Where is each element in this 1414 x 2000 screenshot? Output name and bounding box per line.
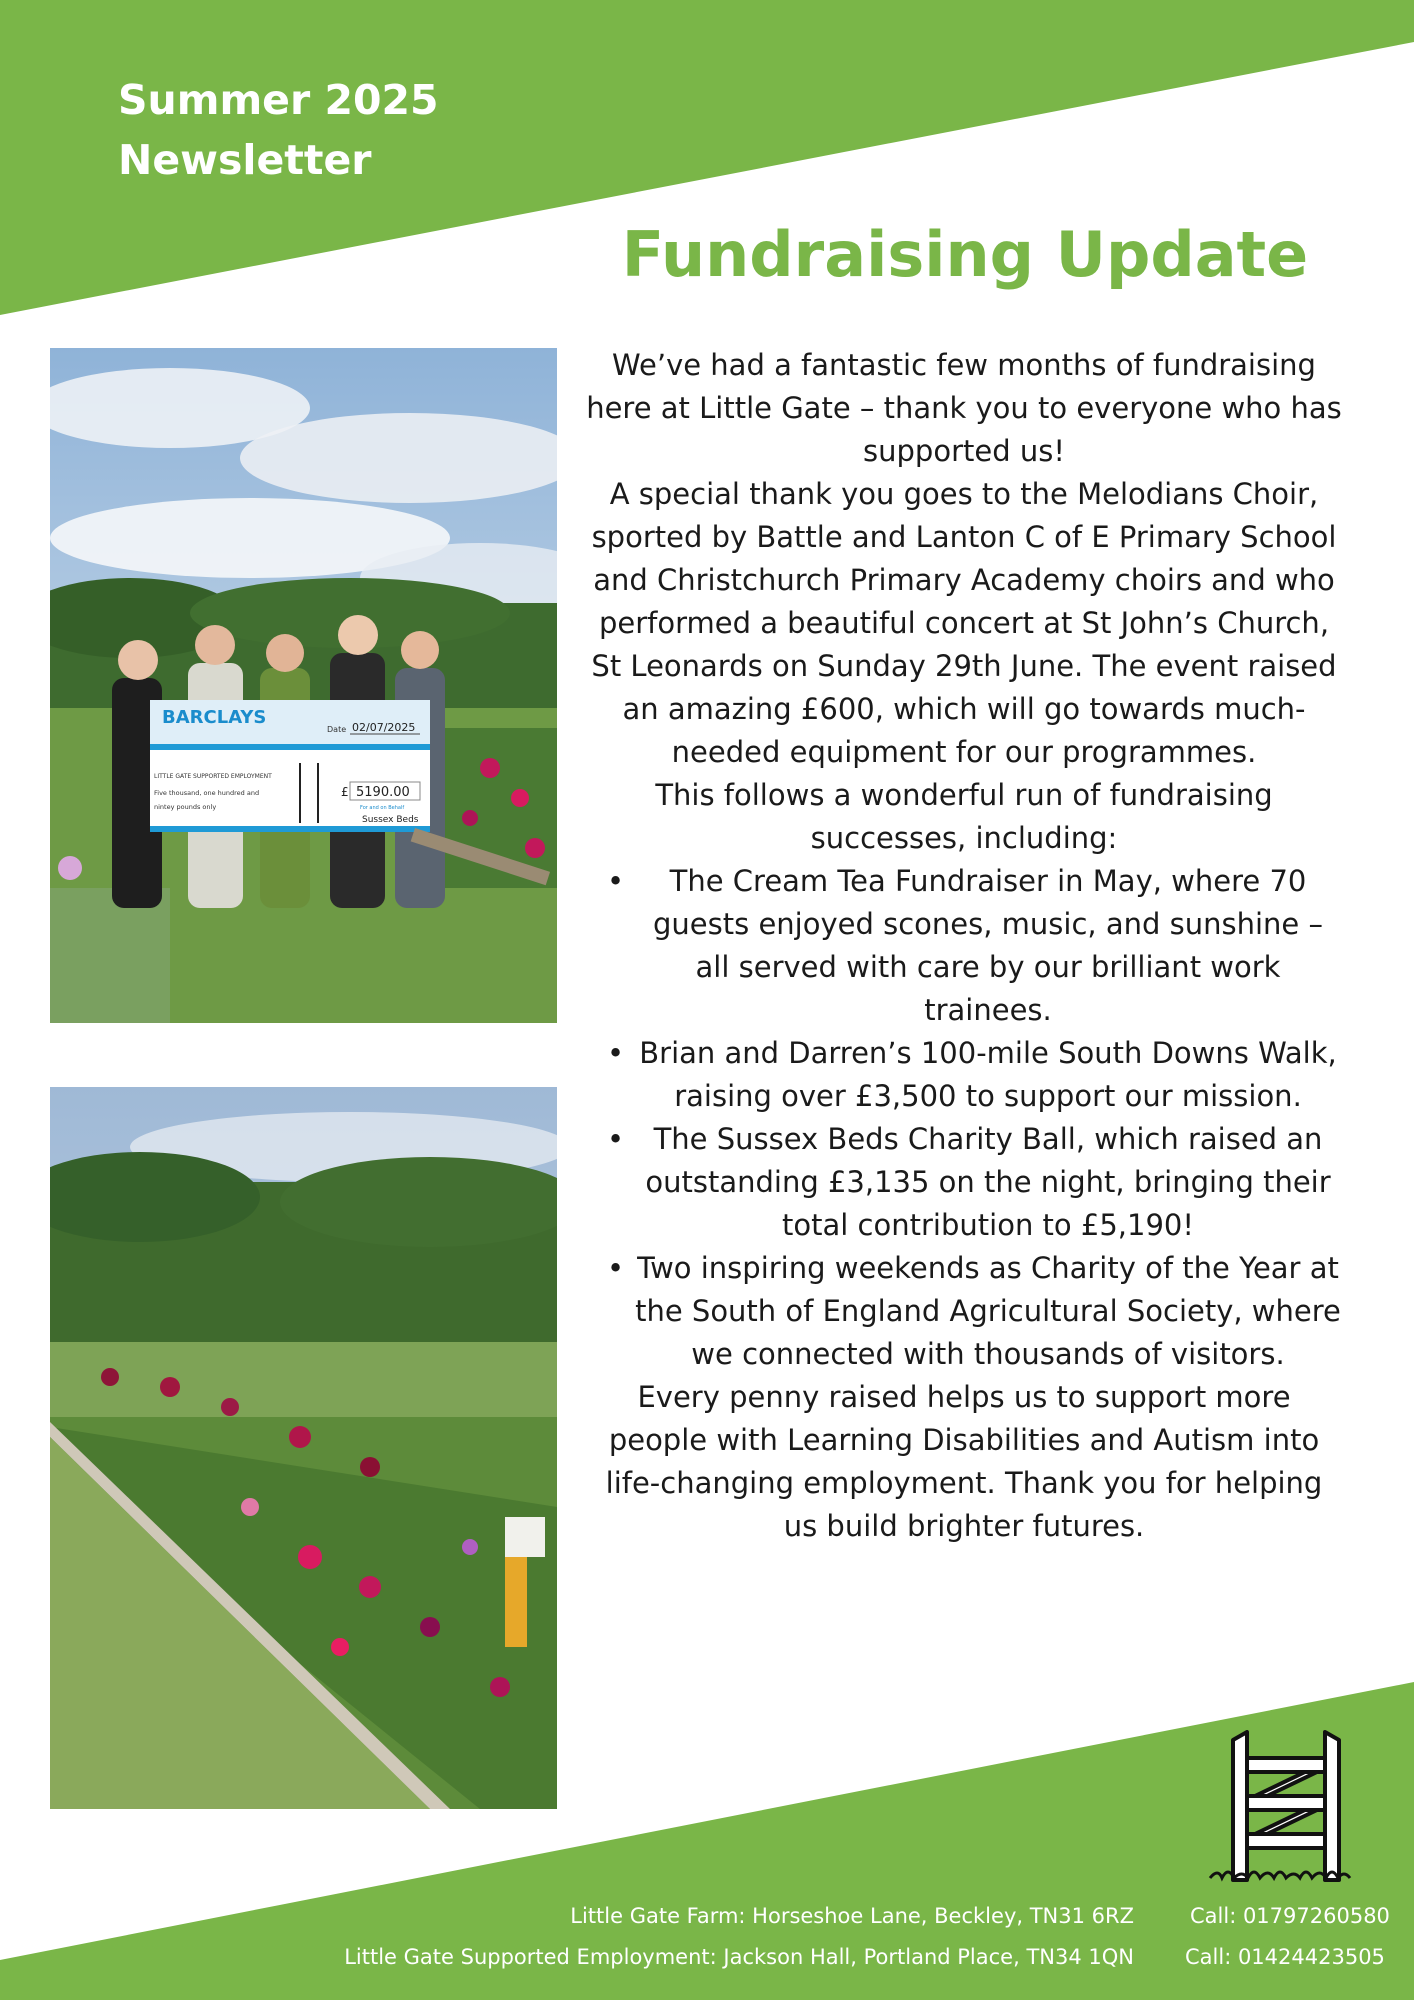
closing-paragraph: Every penny raised helps us to support more people with Learning Disabilities and Autism into life-changing employment. Thank you for helping us build brighter futures. <box>605 1380 1323 1543</box>
cheque-words-2: nintey pounds only <box>154 803 217 811</box>
article-body <box>585 344 1343 1548</box>
list-item <box>585 860 1343 1032</box>
cheque-presentation-photo <box>50 348 557 1023</box>
list-item <box>585 1118 1343 1247</box>
bullet-icon: • <box>607 864 625 898</box>
newsletter-title-line2: Newsletter <box>118 136 372 184</box>
thanks-paragraph: A special thank you goes to the Melodians Choir, sported by Battle and Lanton C of E Primary School and Christchurch Primary Academy choirs and who performed a beautiful concert at St John’s Church, St Leonards on Sunday 29th June. The event raised an amazing £600, which will go towards much-needed equipment for our programmes. <box>591 477 1337 769</box>
fundraising-list <box>585 860 1343 1376</box>
cheque-bank: BARCLAYS <box>162 707 267 728</box>
flower-beds-photo <box>50 1087 557 1809</box>
cheque-amount: 5190.00 <box>356 785 410 800</box>
section-title: Fundraising Update <box>621 218 1309 291</box>
cheque-payee: LITTLE GATE SUPPORTED EMPLOYMENT <box>154 773 272 780</box>
cheque-currency: £ <box>341 785 349 799</box>
list-item-text: The Sussex Beds Charity Ball, which raised an outstanding £3,135 on the night, bringing their total contribution to £5,190! <box>645 1122 1331 1242</box>
list-item-text: Brian and Darren’s 100-mile South Downs Walk, raising over £3,500 to support our mission. <box>639 1036 1337 1113</box>
follow-paragraph: This follows a wonderful run of fundraising successes, including: <box>655 778 1273 855</box>
footer-phone-farm: Call: 01797260580 <box>1190 1904 1390 1928</box>
footer-phone-employment: Call: 01424423505 <box>1185 1945 1385 1969</box>
footer-address-employment: Little Gate Supported Employment: Jackson Hall, Portland Place, TN34 1QN <box>344 1945 1134 1969</box>
newsletter-title-line1: Summer 2025 <box>118 76 439 124</box>
list-item-text: Two inspiring weekends as Charity of the Year at the South of England Agricultural Society, where we connected with thousands of visitors. <box>635 1251 1341 1371</box>
cheque-signature: Sussex Beds <box>362 815 419 825</box>
list-item <box>585 1032 1343 1118</box>
intro-paragraph: We’ve had a fantastic few months of fundraising here at Little Gate – thank you to everyone who has supported us! <box>586 348 1342 468</box>
cheque-behalf: For and on Behalf <box>360 805 405 811</box>
bullet-icon: • <box>607 1122 625 1156</box>
gate-logo-icon <box>1205 1730 1375 1885</box>
cheque <box>150 700 430 832</box>
list-item <box>585 1247 1343 1376</box>
bullet-icon: • <box>607 1036 625 1070</box>
list-item-text: The Cream Tea Fundraiser in May, where 70 guests enjoyed scones, music, and sunshine – all served with care by our brilliant work trainees. <box>653 864 1323 1027</box>
footer-address-farm: Little Gate Farm: Horseshoe Lane, Beckley, TN31 6RZ <box>570 1904 1134 1928</box>
cheque-date-label: Date <box>327 725 347 734</box>
cheque-date: 02/07/2025 <box>352 721 416 734</box>
bullet-icon: • <box>607 1251 625 1285</box>
cheque-words-1: Five thousand, one hundred and <box>154 789 260 797</box>
newsletter-title <box>118 70 439 190</box>
